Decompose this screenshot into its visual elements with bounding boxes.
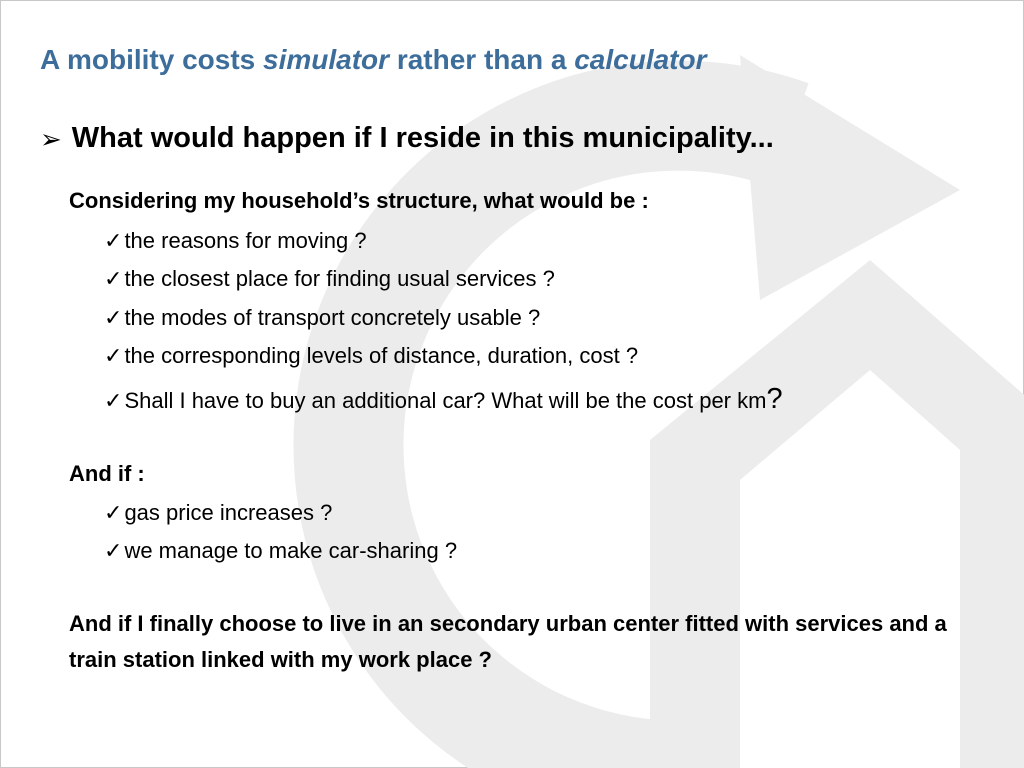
title-text-2: rather than a (389, 44, 575, 75)
section2-label: And if : (69, 461, 145, 486)
title-text-1: A mobility costs (40, 44, 264, 75)
closing-question: And if I finally choose to live in an secondary urban center fitted with services and a train station linked with my work place ? (69, 611, 947, 672)
list-item-text: the modes of transport concretely usable ? (124, 305, 541, 330)
main-heading (40, 122, 774, 155)
section1-label: Considering my household’s structure, what would be : (69, 188, 649, 213)
check-icon: ✓ (104, 500, 123, 525)
arrow-bullet-icon: ➢ (40, 123, 62, 154)
list-item (104, 343, 638, 369)
list-item (104, 500, 332, 526)
check-icon: ✓ (104, 305, 123, 330)
list-item-text: the reasons for moving ? (124, 228, 367, 253)
list-item (104, 383, 783, 416)
list-item-text: the corresponding levels of distance, duration, cost ? (124, 343, 639, 368)
list-item-text: Shall I have to buy an additional car? What will be the cost per km (124, 388, 767, 413)
list-item (104, 228, 367, 254)
list-item-text: the closest place for finding usual services ? (124, 266, 555, 291)
list-item-text: we manage to make car-sharing ? (124, 538, 458, 563)
list-item (104, 538, 457, 564)
heading-text: What would happen if I reside in this municipality... (71, 122, 774, 154)
list-item (104, 266, 555, 292)
check-icon: ✓ (104, 538, 123, 563)
slide-title (40, 44, 707, 76)
check-icon: ✓ (104, 388, 123, 413)
check-icon: ✓ (104, 343, 123, 368)
list-item-text: gas price increases ? (124, 500, 333, 525)
title-italic-calculator: calculator (574, 44, 707, 75)
check-icon: ✓ (104, 266, 123, 291)
title-italic-simulator: simulator (263, 44, 390, 75)
check-icon: ✓ (104, 228, 123, 253)
question-mark: ? (766, 383, 783, 415)
list-item (104, 305, 540, 331)
